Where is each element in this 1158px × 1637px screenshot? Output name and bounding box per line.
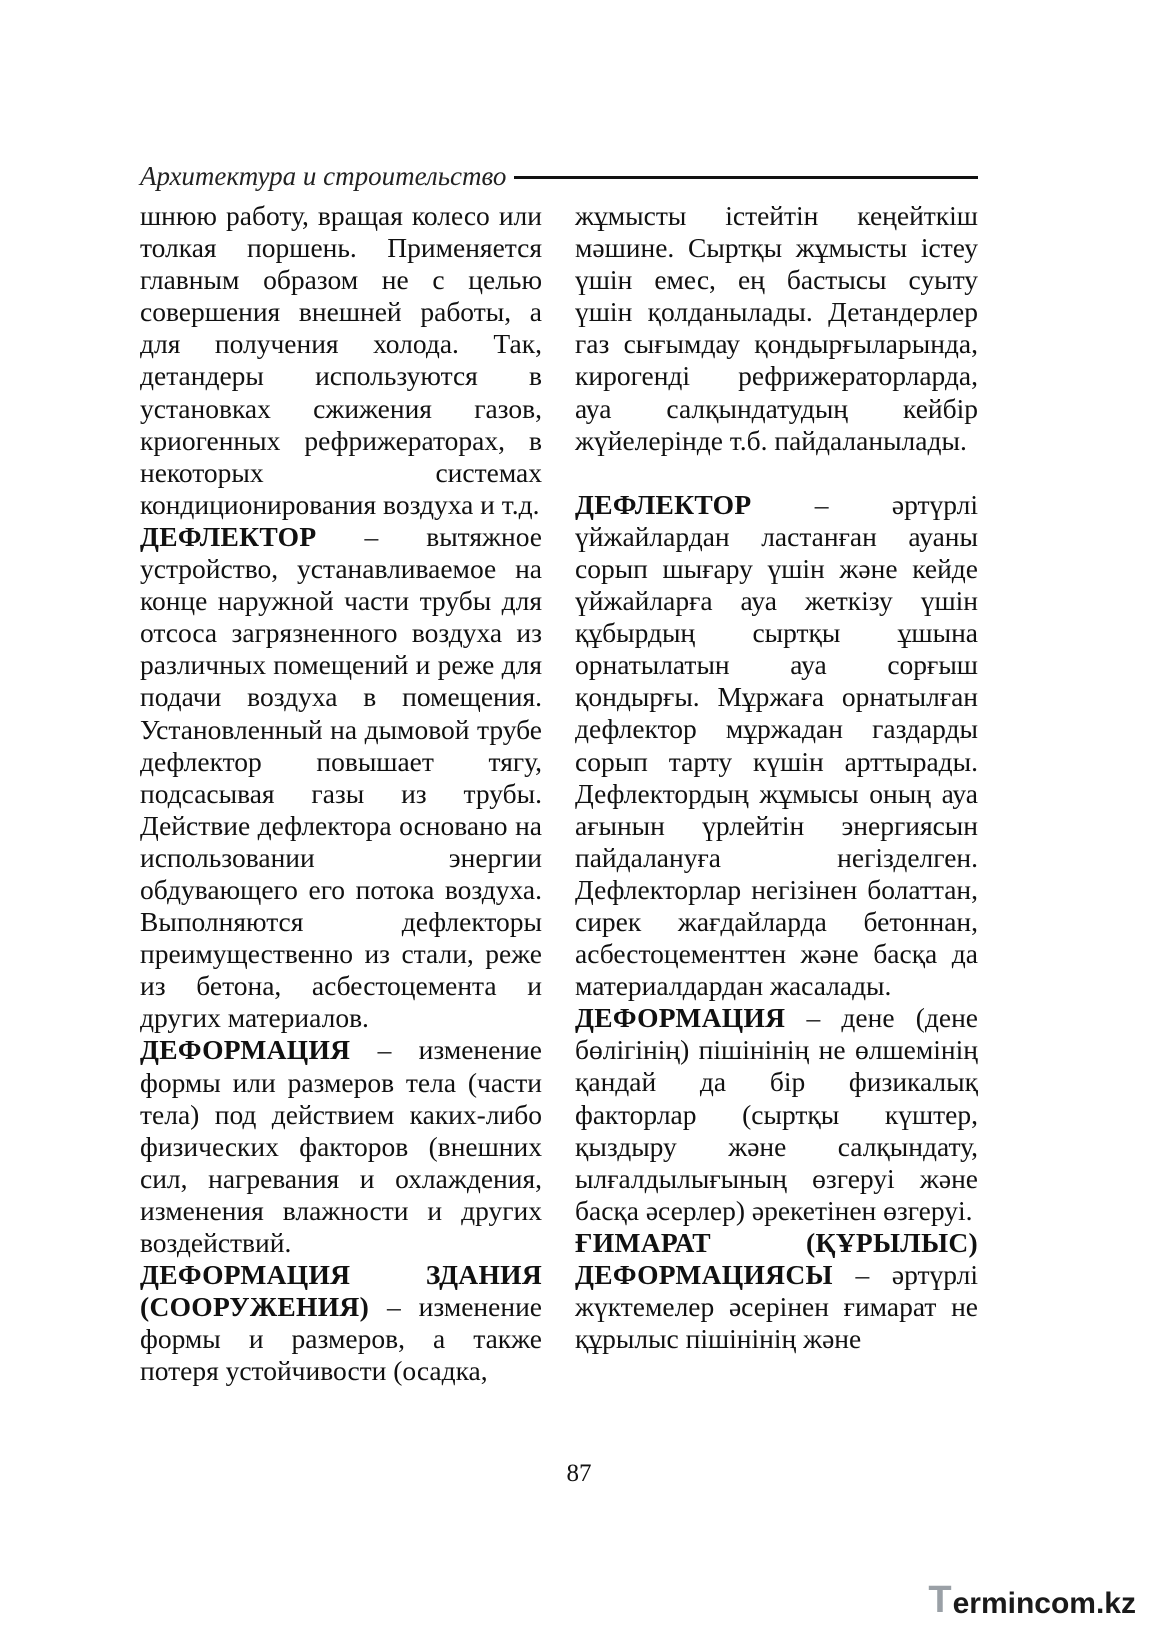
entry-definition: шнюю работу, вращая колесо или толкая поршень. Применяется главным образом не с целью совершения внешней работы, а для получения холода. Так, детандеры используются в установках сжижения газов, криогенных рефрижераторах, в некоторых системах кондиционирования воздуха и т.д. <box>140 200 542 520</box>
header-rule <box>514 176 978 179</box>
entry-deformation <box>575 1002 978 1227</box>
entry-definition: – әртүрлі үйжайлардан ластанған ауаны сорып шығару үшін және кейде үйжайларға ауа жеткізу үшін құбырдың сыртқы ұшына орнатылатын ауа сорғыш қондырғы. Мұржаға орнатылған дефлектор мұржадан газдарды сорып тарту күшін арттырады. Дефлектордың жұмысы оның ауа ағынын үрлейтін энергиясын пайдалануға негізделген. Дефлекторлар негізінен болаттан, сирек жағдайларда бетоннан, асбестоцементтен және басқа да материалдардан жасалады. <box>575 488 978 1002</box>
entry-term: ДЕФЛЕКТОР <box>575 488 752 520</box>
entry-deflector <box>575 489 978 1003</box>
logo-text: ermincom.kz <box>952 1587 1136 1620</box>
entry-term: ДЕФЛЕКТОР <box>140 520 317 552</box>
site-logo <box>928 1581 1136 1619</box>
entry-definition: – изменение формы или размеров тела (части тела) под действием каких-либо физических факторов (внешних сил, нагревания и охлаждения, изменения влажности и других воздействий. <box>140 1034 542 1258</box>
entry-definition: – дене (дене бөлігінің) пішінінің не өлшемінің қандай да бір физикалық факторлар (сыртқы күштер, қыздыру және салқындату, ылғалдылығының өзгеруі және басқа әсерлер) әрекетінен өзгеруі. <box>575 1002 978 1226</box>
entry-continuation-text <box>140 200 542 521</box>
entry-deflector <box>140 521 542 1035</box>
entry-term: ҒИМАРАТ (ҚҰРЫЛЫС) ДЕФОРМАЦИЯСЫ <box>575 1226 978 1290</box>
entry-continuation-text <box>575 200 978 457</box>
running-header <box>140 158 978 194</box>
page-number: 87 <box>566 1460 592 1487</box>
left-column-russian <box>140 200 542 1387</box>
entry-definition: – изменение формы и размеров, а также потеря устойчивости (осадка, <box>140 1291 542 1387</box>
logo-initial: T <box>928 1579 952 1621</box>
header-title: Архитектура и строительство <box>140 160 507 191</box>
right-column-kazakh <box>575 200 978 1355</box>
entry-definition: – әртүрлі жүктемелер әсерінен ғимарат не құрылыс пішінінің және <box>575 1259 978 1355</box>
entry-definition: жұмысты істейтін кеңейткіш мәшине. Сыртқы жұмысты істеу үшін емес, ең бастысы суыту үшін қолданылады. Детандерлер газ сығымдау қондырғыларында, кирогенді рефрижераторларда, ауа салқындатудың кейбір жүйелерінде т.б. пайдаланылады. <box>575 200 978 456</box>
entry-building-deformation <box>575 1227 978 1355</box>
entry-term: ДЕФОРМАЦИЯ <box>140 1034 351 1066</box>
entry-building-deformation <box>140 1259 542 1387</box>
entry-term: ДЕФОРМАЦИЯ ЗДАНИЯ (СООРУЖЕНИЯ) <box>140 1259 542 1323</box>
entry-term: ДЕФОРМАЦИЯ <box>575 1002 786 1034</box>
entry-definition: – вытяжное устройство, устанавливаемое на конце наружной части трубы для отсоса загрязненного воздуха из различных помещений и реже для подачи воздуха в помещения. Установленный на дымовой трубе дефлектор повышает тягу, подсасывая газы из трубы. Действие дефлектора основано на использовании энергии обдувающего его потока воздуха. Выполняются дефлекторы преимущественно из стали, реже из бетона, асбестоцемента и других материалов. <box>140 520 542 1034</box>
entry-deformation <box>140 1034 542 1259</box>
column-spacer <box>575 457 978 489</box>
